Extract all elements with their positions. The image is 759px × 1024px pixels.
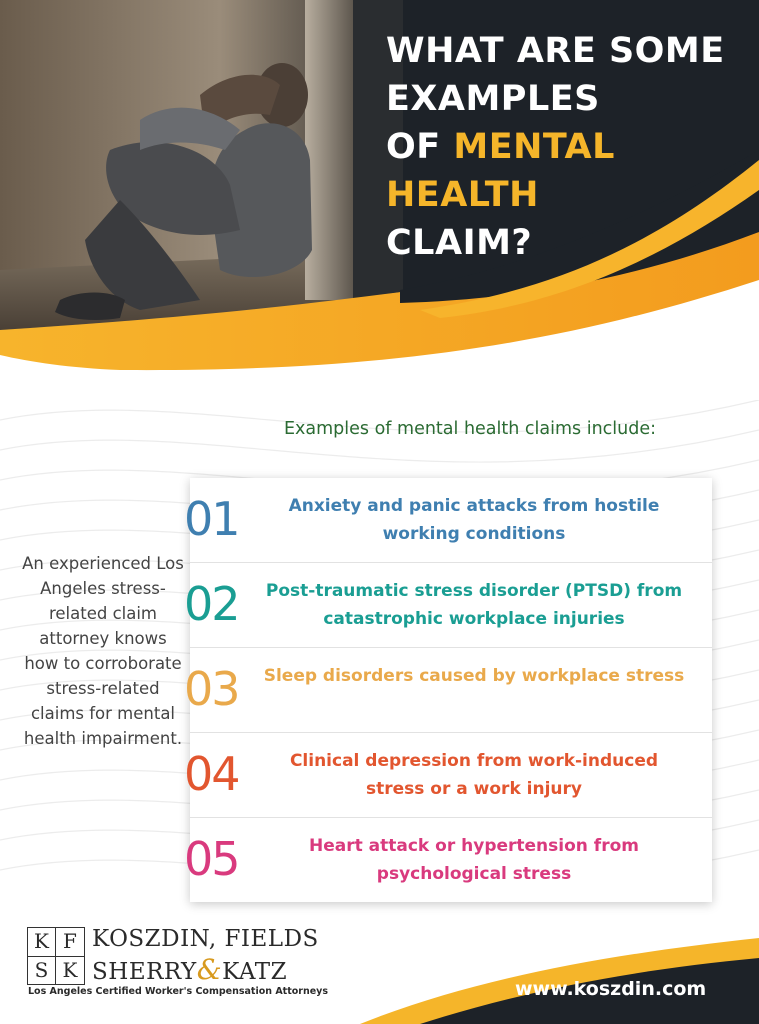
logo-letter: K — [62, 957, 78, 982]
item-number: 05 — [184, 832, 239, 886]
website-link[interactable]: www.koszdin.com — [515, 978, 707, 1000]
firm-name-katz: KATZ — [222, 959, 288, 985]
title-line-5: CLAIM? — [386, 223, 533, 263]
title-line-3-prefix: OF — [386, 127, 454, 167]
firm-name-sherry: SHERRY — [92, 959, 197, 985]
logo-letter: K — [28, 928, 56, 957]
intro-text: Examples of mental health claims include: — [284, 419, 657, 439]
side-note-text: An experienced Los Angeles stress-related claim attorney knows how to corroborate stress-related claims for mental health impairment. — [22, 554, 184, 748]
man-sitting-in-distress-photo — [0, 0, 403, 330]
item-text: Clinical depression from work-induced stress or a work injury — [289, 751, 659, 799]
item-text: Post-traumatic stress disorder (PTSD) from catastrophic workplace injuries — [265, 581, 683, 629]
item-text: Sleep disorders caused by workplace stress — [263, 666, 685, 686]
firm-ampersand: & — [196, 953, 223, 986]
item-number: 02 — [184, 577, 239, 631]
list-item — [184, 563, 712, 648]
list-item — [184, 478, 712, 563]
title-line-4 — [386, 172, 539, 218]
item-text: Heart attack or hypertension from psychological stress — [309, 836, 639, 884]
item-text: Anxiety and panic attacks from hostile working conditions — [288, 496, 660, 544]
item-number: 01 — [184, 492, 239, 546]
list-item — [184, 648, 712, 733]
list-item — [184, 818, 712, 902]
claims-list — [184, 478, 712, 902]
title-line-1: WHAT ARE SOME — [386, 31, 725, 71]
item-number: 04 — [184, 747, 239, 801]
logo-letter: S — [28, 957, 56, 985]
logo-letter: F — [56, 928, 84, 957]
item-number: 03 — [184, 662, 239, 716]
title-highlight-health: HEALTH — [386, 175, 539, 215]
title-highlight-mental: MENTAL — [453, 127, 615, 167]
list-item — [184, 733, 712, 818]
title-line-3 — [386, 124, 615, 170]
title-line-2: EXAMPLES — [386, 79, 600, 119]
firm-name-line-1: KOSZDIN, FIELDS — [92, 926, 319, 952]
firm-tagline: Los Angeles Certified Worker's Compensation Attorneys — [28, 986, 329, 997]
firm-name-line-2 — [92, 953, 287, 986]
firm-logo-mark — [27, 927, 85, 985]
